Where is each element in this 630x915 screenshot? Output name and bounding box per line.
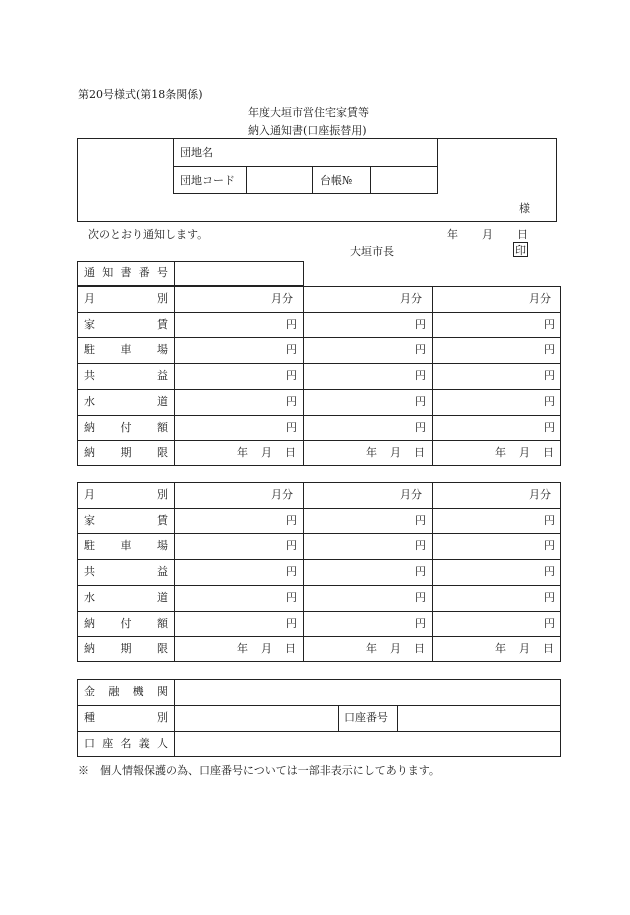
table2-yen-unit: 円: [286, 565, 297, 579]
table2-yen-unit: 円: [286, 513, 297, 527]
table2-yen-unit: 円: [415, 590, 426, 604]
table1-yen-unit: 円: [544, 394, 555, 408]
table1-yen-unit: 円: [415, 343, 426, 357]
table1-month-unit: 月分: [400, 292, 422, 305]
table2-row-label: 共 益: [84, 565, 168, 579]
table1-yen-unit: 円: [286, 343, 297, 357]
table2-yen-unit: 円: [415, 565, 426, 579]
table2-yen-unit: 円: [544, 539, 555, 553]
table1-month-unit: 月分: [529, 292, 551, 305]
table1-row-label: 納 期 限: [84, 446, 168, 460]
table2-yen-unit: 円: [544, 616, 555, 630]
table1-row-label: 水 道: [84, 394, 168, 408]
sama-label: 様: [519, 202, 530, 215]
danchi-code-label: 団地コード: [180, 174, 235, 187]
table2-yen-unit: 円: [415, 539, 426, 553]
table2-yen-unit: 円: [286, 590, 297, 604]
table2-row-label: 駐 車 場: [84, 539, 168, 553]
table2-yen-unit: 円: [286, 539, 297, 553]
table1-row-label: 月 別: [84, 292, 168, 305]
table2-row-label: 月 別: [84, 488, 168, 501]
table1-row-label: 家 賃: [84, 317, 168, 331]
table1-yen-unit: 円: [415, 369, 426, 383]
table1-yen-unit: 円: [544, 420, 555, 434]
bank-type-label: 種 別: [84, 711, 168, 724]
table1-yen-unit: 円: [286, 394, 297, 408]
table1-yen-unit: 円: [415, 420, 426, 434]
table1-yen-unit: 円: [544, 317, 555, 331]
table2-row-label: 家 賃: [84, 513, 168, 527]
table2-yen-unit: 円: [544, 513, 555, 527]
title-line-1: 年度大垣市営住宅家賃等: [248, 106, 369, 119]
table2-yen-unit: 円: [544, 565, 555, 579]
table2-month-unit: 月分: [529, 488, 551, 501]
table2-yen-unit: 円: [544, 590, 555, 604]
table1-row-label: 共 益: [84, 369, 168, 383]
notice-year: 年: [447, 228, 458, 241]
table2-row-label: 水 道: [84, 590, 168, 604]
daicho-label: 台帳№: [320, 174, 353, 187]
table1-yen-unit: 円: [286, 317, 297, 331]
seal-mark: 印: [515, 244, 526, 257]
table2-row-label: 納 期 限: [84, 642, 168, 656]
notice-number-label: 通 知 書 番 号: [84, 266, 168, 279]
table1-row-label: 駐 車 場: [84, 343, 168, 357]
table1-row-label: 納 付 額: [84, 420, 168, 434]
notice-day: 日: [517, 228, 528, 241]
notice-month: 月: [482, 228, 493, 241]
table1-month-unit: 月分: [271, 292, 293, 305]
table2-month-unit: 月分: [271, 488, 293, 501]
mayor-label: 大垣市長: [350, 245, 394, 258]
table1-yen-unit: 円: [286, 369, 297, 383]
table2-month-unit: 月分: [400, 488, 422, 501]
bank-institution-label: 金 融 機 関: [84, 685, 168, 698]
title-line-2: 納入通知書(口座振替用): [248, 124, 367, 137]
table2-yen-unit: 円: [415, 513, 426, 527]
table1-yen-unit: 円: [415, 394, 426, 408]
table1-yen-unit: 円: [286, 420, 297, 434]
table1-yen-unit: 円: [544, 343, 555, 357]
form-number: 第20号様式(第18条関係): [78, 88, 203, 101]
footnote: ※ 個人情報保護の為、口座番号については一部非表示にしてあります。: [78, 764, 440, 777]
table2-row-label: 納 付 額: [84, 616, 168, 630]
table2-yen-unit: 円: [286, 616, 297, 630]
account-number-label: 口座番号: [344, 711, 388, 724]
account-holder-label: 口 座 名 義 人: [84, 737, 168, 750]
table1-yen-unit: 円: [415, 317, 426, 331]
table1-yen-unit: 円: [544, 369, 555, 383]
table2-yen-unit: 円: [415, 616, 426, 630]
danchi-name-label: 団地名: [180, 146, 213, 159]
notice-text: 次のとおり通知します。: [88, 228, 209, 241]
